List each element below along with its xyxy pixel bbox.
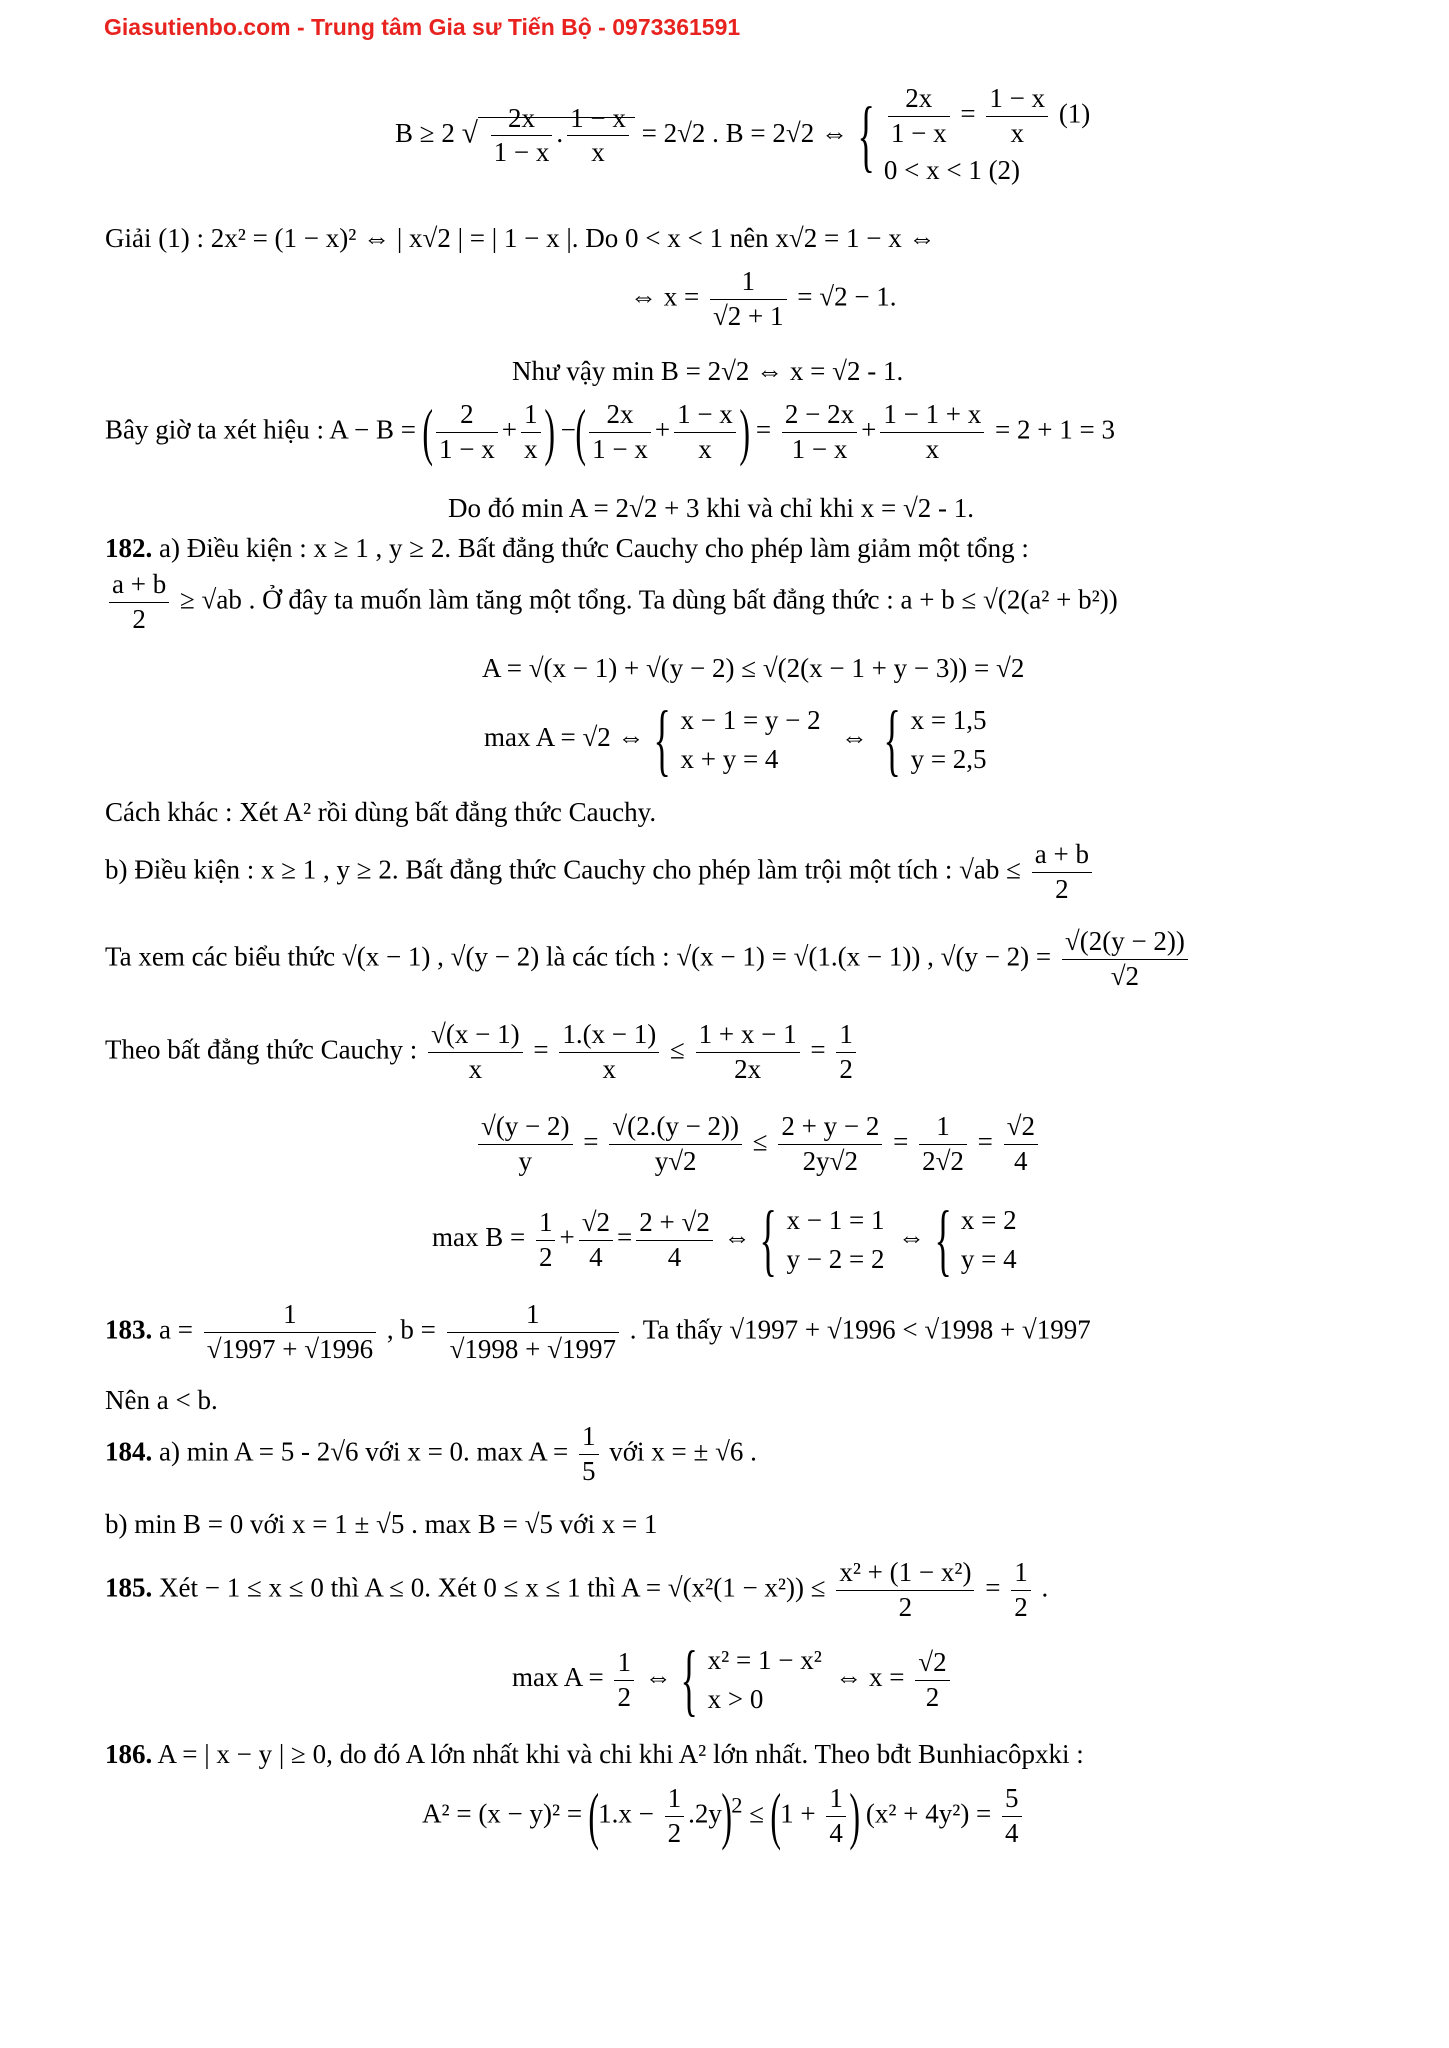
line-23: 186. A = | x − y | ≥ 0, do đó A lớn nhất khi và chi khi A² lớn nhất. Theo bđt Bunhiacôpxki : xyxy=(105,1739,1084,1769)
line-6: Do đó min A = 2√2 + 3 khi và chỉ khi x = √2 - 1. xyxy=(448,493,975,523)
line-17: 183. a = $\frac{1}{√1997 + √1996}$ , b = $\frac{1}{√1998 + √1997}$ . Ta thấy √1997 + √1996 < √1998 + √1997 xyxy=(105,1299,1091,1364)
line-9: A = √(x − 1) + √(y − 2) ≤ √(2(x − 1 + y − 3)) = √2 xyxy=(482,653,1025,683)
line-12: b) Điều kiện : x ≥ 1 , y ≥ 2. Bất đẳng thức Cauchy cho phép làm trội một tích : √ab ≤ $\frac{a + b}{2}$ xyxy=(105,838,1096,907)
line-24: A² = (x − y)² = (1.x − $\frac{1}{2}$ .2y)$^2$ ≤ (1 + $\frac{1}{4}$ ) (x² + 4y²) = $\frac{5}{4}$ xyxy=(422,1782,1026,1851)
line-4: Như vậy min B = 2√2 ⇔ x = √2 - 1. xyxy=(512,356,904,386)
line-19: 184. a) min A = 5 - 2√6 với x = 0. max A = $\frac{1}{5}$ với x = ± √6 . xyxy=(105,1421,757,1486)
line-11: Cách khác : Xét A² rồi dùng bất đẳng thức Cauchy. xyxy=(105,797,657,827)
line-10: max A = √2 ⇔ { x − 1 = y − 2 x + y = 4 ⇔ { x = 1,5 y = 2,5 xyxy=(484,696,987,784)
line-5: Bây giờ ta xét hiệu : A − B = ( $\frac{2}{1 - x}$ + $\frac{1}{x}$ ) −( $\frac{2x}{1 - x}$ + $\frac{1 - x}{x}$ ) = $\frac{2 - 2x}{1 - x}$ + $\frac{1 - 1 + x}{x}$ = 2 + 1 = 3 xyxy=(105,396,1115,468)
line-20: b) min B = 0 với x = 1 ± √5 . max B = √5 với x = 1 xyxy=(105,1509,658,1539)
line-8: $\frac{a + b}{2}$ ≥ √ab . Ở đây ta muốn làm tăng một tổng. Ta dùng bất đẳng thức : a + b ≤ √(2(a² + b²)) xyxy=(105,568,1118,637)
problem-number: 182. xyxy=(105,533,153,563)
line-21: 185. Xét − 1 ≤ x ≤ 0 thì A ≤ 0. Xét 0 ≤ x ≤ 1 thì A = √(x²(1 − x²)) ≤ $\frac{\text{x² + (1 − x²)}}{2}$ = $\frac{1}{2}$ . xyxy=(105,1557,1049,1622)
line-2: Giải (1) : 2x² = (1 − x)² ⇔ | x√2 | = | 1 − x |. Do 0 < x < 1 nên x√2 = 1 − x ⇔ xyxy=(105,223,936,253)
line-7: 182. a) Điều kiện : x ≥ 1 , y ≥ 2. Bất đẳng thức Cauchy cho phép làm giảm một tổng : xyxy=(105,533,1029,563)
line-15: $\frac{√(y - 2)}{y}$ = $\frac{√(2.(y - 2))}{y√2}$ ≤ $\frac{2 + y - 2}{2y√2}$ = $\frac{1}{2√2}$ = $\frac{√2}{4}$ xyxy=(474,1110,1042,1179)
sqrt-expression: √ $\frac{2x}{1 - x}$ . $\frac{1 - x}{x}$ xyxy=(462,102,635,171)
line-3: ⇔ x = $\frac{1}{√2 + 1}$ = √2 − 1. xyxy=(630,266,897,331)
header-text: Giasutienbo.com - Trung tâm Gia sư Tiến Bộ - 0973361591 xyxy=(104,14,741,40)
line-16: max B = $\frac{1}{2}$ + $\frac{√2}{4}$ = $\frac{2 + √2}{4}$ ⇔ { x − 1 = 1 y − 2 = 2 ⇔ { x = 2 y = 4 xyxy=(432,1196,1017,1284)
system-1: $\frac{2x}{1 - x}$ = $\frac{1 - x}{x}$ (1) 0 < x < 1 (2) xyxy=(883,83,1091,185)
line-13: Ta xem các biểu thức √(x − 1) , √(y − 2) là các tích : √(x − 1) = √(1.(x − 1)) , √(y − 2) = $\frac{√(2(y - 2))}{√2}$ xyxy=(105,925,1192,994)
line-1: B ≥ 2 √ $\frac{2x}{1 - x}$ . $\frac{1 - x}{x}$ = 2√2 . B = 2√2 ⇔ { $\frac{2x}{1 - x}$ = $\frac{1 - x}{x}$ (1) 0 < x < 1 (2) xyxy=(395,82,1090,190)
line-22: max A = $\frac{1}{2}$ ⇔ { x² = 1 − x² x > 0 ⇔ x = $\frac{√2}{2}$ xyxy=(512,1640,954,1720)
line-18: Nên a < b. xyxy=(105,1385,218,1415)
line-14: Theo bất đẳng thức Cauchy : $\frac{√(x - 1)}{x}$ = $\frac{1.(x - 1)}{x}$ ≤ $\frac{1 + x - 1}{2x}$ = $\frac{1}{2}$ xyxy=(105,1018,860,1087)
